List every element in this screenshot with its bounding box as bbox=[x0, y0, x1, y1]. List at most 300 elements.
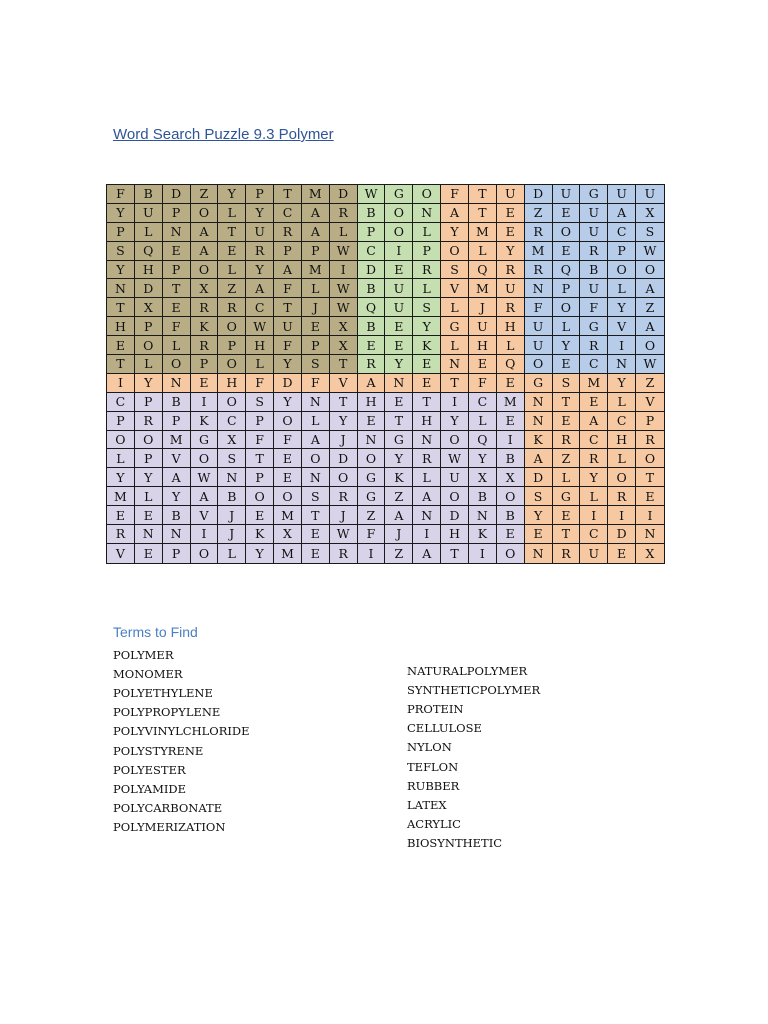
grid-cell: U bbox=[525, 317, 553, 336]
grid-cell: I bbox=[580, 506, 608, 525]
grid-cell: H bbox=[218, 374, 246, 393]
grid-cell: L bbox=[302, 279, 330, 298]
grid-cell: M bbox=[469, 279, 497, 298]
grid-cell: E bbox=[497, 374, 525, 393]
grid-cell: L bbox=[135, 223, 163, 242]
grid-cell: C bbox=[107, 393, 135, 412]
grid-cell: C bbox=[274, 204, 302, 223]
grid-cell: H bbox=[413, 412, 441, 431]
grid-cell: K bbox=[525, 431, 553, 450]
grid-cell: Z bbox=[385, 544, 413, 563]
grid-cell: T bbox=[274, 185, 302, 204]
grid-cell: N bbox=[163, 525, 191, 544]
grid-cell: Q bbox=[469, 431, 497, 450]
grid-cell: H bbox=[107, 317, 135, 336]
grid-cell: E bbox=[302, 317, 330, 336]
grid-cell: Z bbox=[191, 185, 219, 204]
grid-cell: P bbox=[413, 242, 441, 261]
term-item: LATEX bbox=[407, 797, 447, 812]
grid-cell: L bbox=[135, 355, 163, 374]
grid-cell: L bbox=[218, 204, 246, 223]
grid-cell: I bbox=[385, 242, 413, 261]
grid-cell: E bbox=[385, 336, 413, 355]
grid-cell: Y bbox=[246, 544, 274, 563]
grid-cell: Z bbox=[358, 506, 386, 525]
grid-cell: E bbox=[469, 355, 497, 374]
grid-cell: C bbox=[608, 412, 636, 431]
grid-cell: D bbox=[330, 449, 358, 468]
grid-cell: O bbox=[218, 393, 246, 412]
grid-cell: O bbox=[441, 487, 469, 506]
grid-cell: N bbox=[385, 374, 413, 393]
grid-cell: R bbox=[608, 487, 636, 506]
grid-cell: I bbox=[441, 393, 469, 412]
grid-cell: H bbox=[358, 393, 386, 412]
grid-cell: N bbox=[413, 204, 441, 223]
grid-cell: Y bbox=[330, 412, 358, 431]
grid-cell: H bbox=[608, 431, 636, 450]
grid-cell: L bbox=[441, 336, 469, 355]
grid-cell: Y bbox=[385, 449, 413, 468]
grid-cell: T bbox=[163, 279, 191, 298]
grid-cell: X bbox=[191, 279, 219, 298]
grid-cell: N bbox=[135, 525, 163, 544]
grid-cell: E bbox=[525, 525, 553, 544]
grid-cell: O bbox=[163, 355, 191, 374]
grid-cell: V bbox=[191, 506, 219, 525]
grid-cell: Z bbox=[218, 279, 246, 298]
grid-cell: F bbox=[525, 298, 553, 317]
grid-cell: N bbox=[163, 223, 191, 242]
grid-cell: W bbox=[246, 317, 274, 336]
grid-cell: U bbox=[608, 185, 636, 204]
term-item: POLYAMIDE bbox=[113, 781, 187, 796]
grid-cell: Y bbox=[246, 204, 274, 223]
grid-cell: L bbox=[218, 261, 246, 280]
grid-cell: A bbox=[413, 487, 441, 506]
grid-cell: K bbox=[191, 412, 219, 431]
grid-cell: K bbox=[191, 317, 219, 336]
grid-cell: W bbox=[330, 298, 358, 317]
grid-cell: A bbox=[580, 412, 608, 431]
grid-cell: L bbox=[413, 468, 441, 487]
grid-cell: T bbox=[330, 393, 358, 412]
grid-cell: C bbox=[608, 223, 636, 242]
grid-cell: L bbox=[580, 487, 608, 506]
grid-cell: R bbox=[580, 449, 608, 468]
grid-cell: P bbox=[135, 449, 163, 468]
grid-cell: J bbox=[469, 298, 497, 317]
grid-cell: R bbox=[330, 544, 358, 563]
grid-cell: F bbox=[246, 431, 274, 450]
grid-cell: F bbox=[274, 279, 302, 298]
grid-cell: L bbox=[469, 242, 497, 261]
grid-cell: H bbox=[135, 261, 163, 280]
grid-cell: Y bbox=[135, 468, 163, 487]
grid-cell: X bbox=[218, 431, 246, 450]
grid-cell: A bbox=[191, 242, 219, 261]
grid-cell: S bbox=[302, 487, 330, 506]
grid-cell: P bbox=[553, 279, 581, 298]
grid-cell: R bbox=[274, 223, 302, 242]
grid-cell: S bbox=[218, 449, 246, 468]
grid-cell: M bbox=[274, 544, 302, 563]
grid-cell: T bbox=[107, 298, 135, 317]
grid-cell: E bbox=[553, 355, 581, 374]
grid-cell: G bbox=[358, 468, 386, 487]
grid-cell: A bbox=[441, 204, 469, 223]
grid-cell: B bbox=[358, 204, 386, 223]
grid-cell: Q bbox=[553, 261, 581, 280]
grid-cell: L bbox=[497, 336, 525, 355]
term-item: POLYMERIZATION bbox=[113, 819, 226, 834]
grid-cell: R bbox=[580, 336, 608, 355]
grid-cell: O bbox=[636, 449, 664, 468]
grid-cell: L bbox=[218, 544, 246, 563]
grid-cell: O bbox=[218, 355, 246, 374]
grid-cell: E bbox=[553, 242, 581, 261]
grid-cell: Y bbox=[274, 393, 302, 412]
grid-cell: G bbox=[385, 185, 413, 204]
grid-cell: I bbox=[330, 261, 358, 280]
grid-cell: A bbox=[358, 374, 386, 393]
grid-cell: G bbox=[358, 487, 386, 506]
grid-cell: R bbox=[330, 204, 358, 223]
term-item: POLYSTYRENE bbox=[113, 743, 204, 758]
grid-cell: R bbox=[580, 242, 608, 261]
grid-cell: C bbox=[580, 355, 608, 374]
grid-cell: E bbox=[497, 204, 525, 223]
grid-cell: T bbox=[553, 393, 581, 412]
grid-cell: A bbox=[608, 204, 636, 223]
grid-cell: P bbox=[163, 544, 191, 563]
grid-cell: D bbox=[525, 468, 553, 487]
grid-cell: C bbox=[246, 298, 274, 317]
grid-cell: S bbox=[636, 223, 664, 242]
grid-cell: Y bbox=[107, 261, 135, 280]
grid-cell: Y bbox=[135, 374, 163, 393]
grid-cell: O bbox=[246, 487, 274, 506]
grid-cell: V bbox=[163, 449, 191, 468]
grid-cell: N bbox=[525, 544, 553, 563]
grid-cell: V bbox=[441, 279, 469, 298]
grid-cell: Y bbox=[218, 185, 246, 204]
grid-cell: B bbox=[163, 393, 191, 412]
grid-cell: L bbox=[302, 412, 330, 431]
grid-cell: Y bbox=[385, 355, 413, 374]
grid-cell: I bbox=[608, 506, 636, 525]
grid-cell: O bbox=[107, 431, 135, 450]
grid-cell: E bbox=[135, 544, 163, 563]
grid-cell: K bbox=[385, 468, 413, 487]
grid-cell: X bbox=[469, 468, 497, 487]
grid-cell: T bbox=[218, 223, 246, 242]
grid-cell: T bbox=[636, 468, 664, 487]
grid-cell: E bbox=[413, 374, 441, 393]
grid-cell: N bbox=[413, 431, 441, 450]
grid-cell: U bbox=[580, 279, 608, 298]
grid-cell: P bbox=[302, 242, 330, 261]
grid-cell: E bbox=[385, 317, 413, 336]
grid-cell: O bbox=[218, 317, 246, 336]
grid-cell: E bbox=[107, 506, 135, 525]
grid-cell: R bbox=[636, 431, 664, 450]
grid-cell: P bbox=[274, 242, 302, 261]
grid-cell: T bbox=[553, 525, 581, 544]
grid-cell: X bbox=[497, 468, 525, 487]
grid-cell: H bbox=[497, 317, 525, 336]
grid-cell: U bbox=[497, 185, 525, 204]
grid-cell: E bbox=[358, 412, 386, 431]
grid-cell: Y bbox=[274, 355, 302, 374]
grid-cell: E bbox=[135, 506, 163, 525]
grid-cell: D bbox=[358, 261, 386, 280]
grid-cell: V bbox=[608, 317, 636, 336]
grid-cell: V bbox=[636, 393, 664, 412]
grid-cell: U bbox=[580, 544, 608, 563]
grid-cell: I bbox=[358, 544, 386, 563]
grid-cell: A bbox=[413, 544, 441, 563]
grid-cell: O bbox=[441, 242, 469, 261]
grid-cell: A bbox=[246, 279, 274, 298]
grid-cell: N bbox=[163, 374, 191, 393]
grid-cell: L bbox=[608, 393, 636, 412]
term-item: POLYPROPYLENE bbox=[113, 705, 221, 720]
grid-cell: L bbox=[330, 223, 358, 242]
grid-cell: O bbox=[497, 544, 525, 563]
grid-cell: B bbox=[163, 506, 191, 525]
grid-cell: R bbox=[135, 412, 163, 431]
grid-cell: W bbox=[330, 279, 358, 298]
grid-cell: B bbox=[358, 279, 386, 298]
grid-cell: A bbox=[302, 204, 330, 223]
grid-cell: E bbox=[497, 525, 525, 544]
grid-cell: L bbox=[553, 317, 581, 336]
grid-cell: O bbox=[608, 468, 636, 487]
grid-cell: M bbox=[525, 242, 553, 261]
grid-cell: G bbox=[580, 185, 608, 204]
grid-cell: K bbox=[246, 525, 274, 544]
grid-cell: G bbox=[191, 431, 219, 450]
grid-cell: M bbox=[107, 487, 135, 506]
grid-cell: Y bbox=[525, 506, 553, 525]
grid-cell: Y bbox=[608, 374, 636, 393]
term-item: POLYCARBONATE bbox=[113, 800, 223, 815]
grid-cell: R bbox=[246, 242, 274, 261]
grid-cell: P bbox=[246, 412, 274, 431]
grid-cell: M bbox=[163, 431, 191, 450]
grid-cell: P bbox=[218, 336, 246, 355]
grid-cell: O bbox=[441, 431, 469, 450]
grid-cell: I bbox=[107, 374, 135, 393]
grid-cell: D bbox=[330, 185, 358, 204]
grid-cell: N bbox=[608, 355, 636, 374]
grid-cell: O bbox=[553, 298, 581, 317]
grid-cell: N bbox=[302, 393, 330, 412]
grid-cell: M bbox=[274, 506, 302, 525]
grid-cell: U bbox=[274, 317, 302, 336]
grid-cell: J bbox=[385, 525, 413, 544]
grid-cell: O bbox=[636, 336, 664, 355]
grid-cell: R bbox=[553, 544, 581, 563]
grid-cell: B bbox=[497, 449, 525, 468]
grid-cell: G bbox=[553, 487, 581, 506]
grid-cell: O bbox=[274, 487, 302, 506]
grid-cell: X bbox=[330, 317, 358, 336]
grid-cell: T bbox=[385, 412, 413, 431]
grid-cell: O bbox=[358, 449, 386, 468]
grid-cell: A bbox=[525, 449, 553, 468]
grid-cell: A bbox=[385, 506, 413, 525]
grid-cell: T bbox=[413, 393, 441, 412]
grid-cell: V bbox=[107, 544, 135, 563]
grid-cell: S bbox=[525, 487, 553, 506]
page-title: Word Search Puzzle 9.3 Polymer bbox=[113, 126, 334, 143]
grid-cell: P bbox=[107, 223, 135, 242]
grid-cell: R bbox=[497, 298, 525, 317]
grid-cell: R bbox=[413, 449, 441, 468]
grid-cell: A bbox=[163, 468, 191, 487]
grid-cell: O bbox=[191, 449, 219, 468]
grid-cell: C bbox=[218, 412, 246, 431]
grid-cell: E bbox=[302, 525, 330, 544]
grid-cell: R bbox=[191, 298, 219, 317]
grid-cell: D bbox=[163, 185, 191, 204]
grid-cell: Y bbox=[553, 336, 581, 355]
grid-cell: U bbox=[636, 185, 664, 204]
grid-cell: Y bbox=[163, 487, 191, 506]
grid-cell: X bbox=[636, 544, 664, 563]
grid-cell: G bbox=[525, 374, 553, 393]
grid-cell: Z bbox=[636, 374, 664, 393]
grid-cell: L bbox=[608, 449, 636, 468]
term-item: CELLULOSE bbox=[407, 721, 482, 736]
grid-cell: Y bbox=[441, 412, 469, 431]
grid-cell: N bbox=[358, 431, 386, 450]
grid-cell: O bbox=[553, 223, 581, 242]
grid-cell: R bbox=[358, 355, 386, 374]
grid-cell: J bbox=[218, 525, 246, 544]
grid-cell: S bbox=[553, 374, 581, 393]
grid-cell: L bbox=[608, 279, 636, 298]
grid-cell: R bbox=[525, 261, 553, 280]
grid-cell: O bbox=[274, 412, 302, 431]
grid-cell: Y bbox=[107, 204, 135, 223]
grid-cell: H bbox=[246, 336, 274, 355]
grid-cell: N bbox=[218, 468, 246, 487]
grid-cell: S bbox=[413, 298, 441, 317]
grid-cell: N bbox=[636, 525, 664, 544]
grid-cell: E bbox=[274, 449, 302, 468]
grid-cell: N bbox=[525, 279, 553, 298]
grid-cell: W bbox=[191, 468, 219, 487]
grid-cell: W bbox=[636, 355, 664, 374]
grid-cell: P bbox=[163, 412, 191, 431]
grid-cell: F bbox=[580, 298, 608, 317]
terms-heading: Terms to Find bbox=[113, 624, 198, 640]
grid-cell: O bbox=[191, 204, 219, 223]
grid-cell: J bbox=[330, 506, 358, 525]
grid-cell: B bbox=[135, 185, 163, 204]
grid-cell: M bbox=[302, 185, 330, 204]
grid-cell: S bbox=[246, 393, 274, 412]
grid-cell: L bbox=[553, 468, 581, 487]
grid-cell: B bbox=[580, 261, 608, 280]
grid-cell: E bbox=[218, 242, 246, 261]
grid-cell: N bbox=[525, 393, 553, 412]
grid-cell: I bbox=[191, 525, 219, 544]
grid-cell: C bbox=[469, 393, 497, 412]
grid-cell: B bbox=[358, 317, 386, 336]
grid-cell: R bbox=[107, 525, 135, 544]
term-item: RUBBER bbox=[407, 778, 460, 793]
grid-cell: L bbox=[107, 449, 135, 468]
grid-cell: E bbox=[385, 261, 413, 280]
grid-cell: F bbox=[302, 374, 330, 393]
grid-cell: T bbox=[302, 506, 330, 525]
grid-cell: U bbox=[135, 204, 163, 223]
grid-cell: D bbox=[135, 279, 163, 298]
grid-cell: X bbox=[135, 298, 163, 317]
grid-cell: I bbox=[413, 525, 441, 544]
grid-cell: U bbox=[246, 223, 274, 242]
grid-cell: U bbox=[580, 204, 608, 223]
grid-cell: W bbox=[358, 185, 386, 204]
grid-cell: A bbox=[191, 487, 219, 506]
grid-cell: U bbox=[580, 223, 608, 242]
grid-cell: L bbox=[469, 412, 497, 431]
grid-cell: B bbox=[469, 487, 497, 506]
grid-cell: L bbox=[413, 223, 441, 242]
grid-cell: L bbox=[246, 355, 274, 374]
grid-cell: Z bbox=[525, 204, 553, 223]
grid-cell: M bbox=[469, 223, 497, 242]
grid-cell: I bbox=[636, 506, 664, 525]
grid-cell: O bbox=[525, 355, 553, 374]
grid-cell: T bbox=[330, 355, 358, 374]
grid-cell: O bbox=[608, 261, 636, 280]
grid-cell: U bbox=[441, 468, 469, 487]
grid-cell: O bbox=[497, 487, 525, 506]
grid-cell: E bbox=[274, 468, 302, 487]
grid-cell: P bbox=[636, 412, 664, 431]
grid-cell: N bbox=[302, 468, 330, 487]
grid-cell: O bbox=[330, 468, 358, 487]
grid-cell: R bbox=[497, 261, 525, 280]
grid-cell: O bbox=[385, 204, 413, 223]
grid-cell: O bbox=[302, 449, 330, 468]
grid-cell: B bbox=[497, 506, 525, 525]
grid-cell: E bbox=[163, 242, 191, 261]
grid-cell: E bbox=[497, 223, 525, 242]
grid-cell: Y bbox=[441, 223, 469, 242]
term-item: TEFLON bbox=[407, 759, 459, 774]
grid-cell: B bbox=[218, 487, 246, 506]
grid-cell: C bbox=[580, 525, 608, 544]
grid-cell: O bbox=[385, 223, 413, 242]
grid-cell: E bbox=[385, 393, 413, 412]
grid-cell: F bbox=[163, 317, 191, 336]
grid-cell: P bbox=[358, 223, 386, 242]
grid-cell: R bbox=[413, 261, 441, 280]
term-item: POLYVINYLCHLORIDE bbox=[113, 724, 250, 739]
grid-cell: P bbox=[135, 317, 163, 336]
term-item: SYNTHETICPOLYMER bbox=[407, 683, 541, 698]
grid-cell: J bbox=[302, 298, 330, 317]
grid-cell: O bbox=[636, 261, 664, 280]
grid-cell: J bbox=[218, 506, 246, 525]
grid-cell: A bbox=[274, 261, 302, 280]
